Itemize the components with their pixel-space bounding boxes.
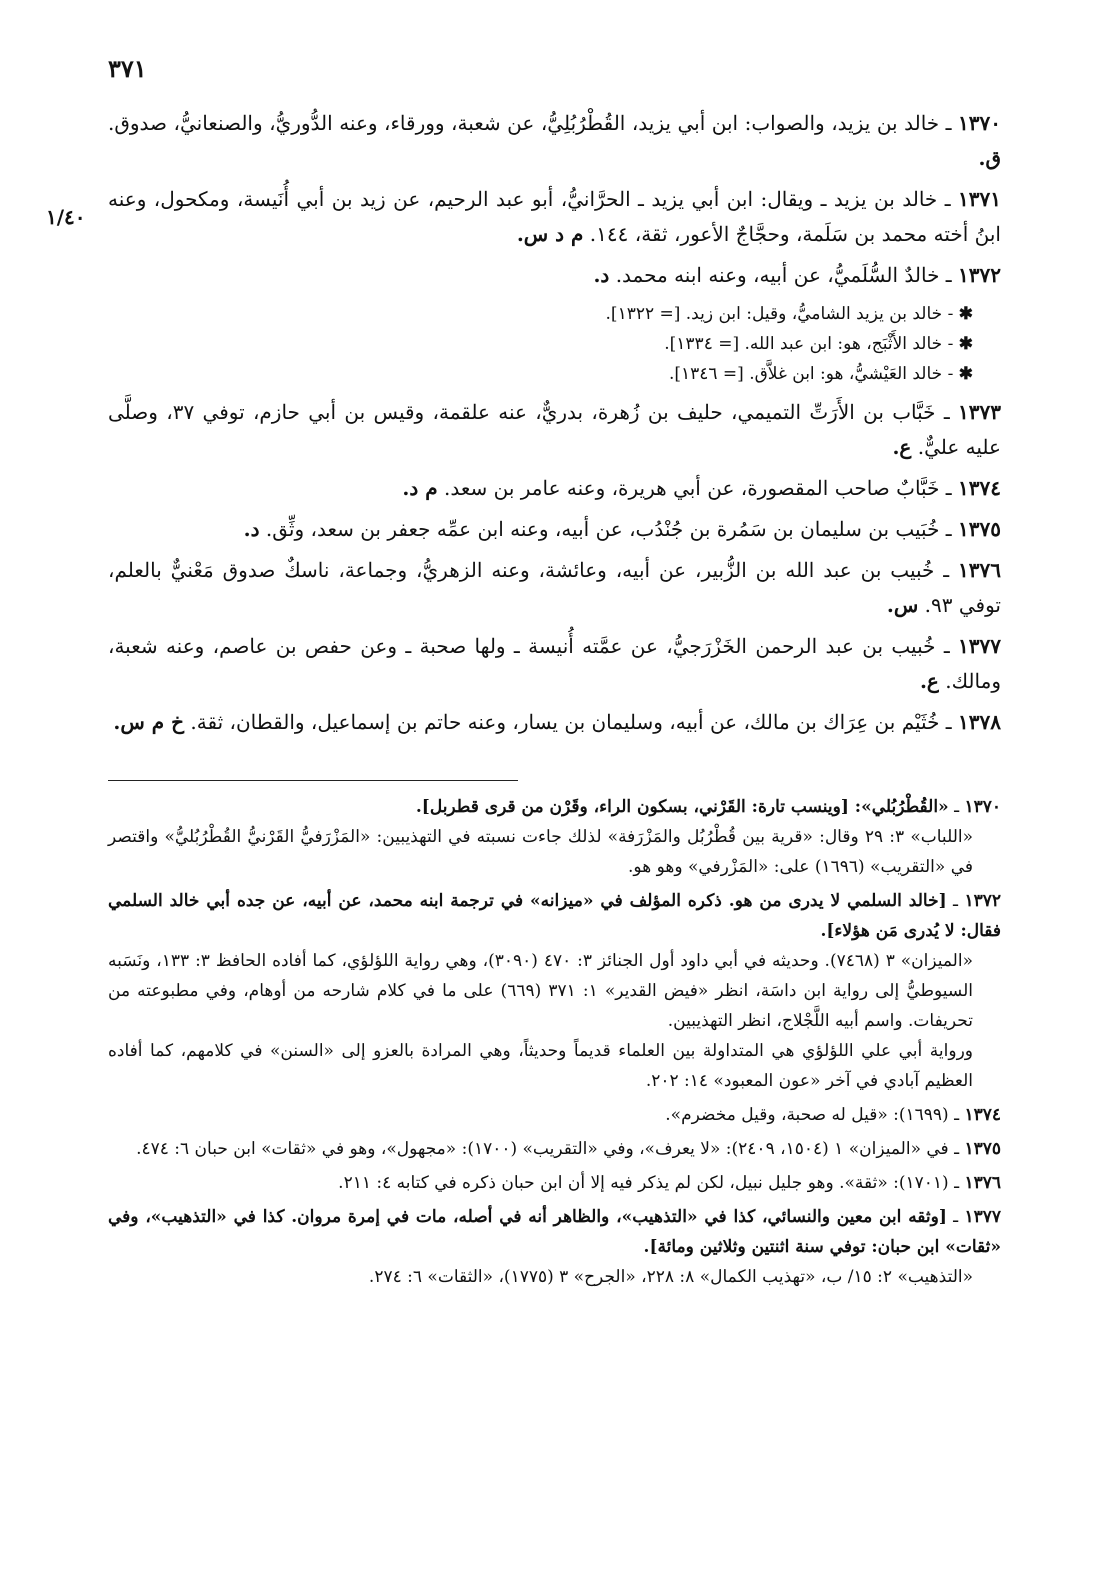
footnote-number: ١٣٧٧ (964, 1207, 1001, 1227)
footnote-text: (١٧٠١): «ثقة». وهو جليل نبيل، لكن لم يذكر فيه إلا أن ابن حبان ذكره في كتابه ٤: ٢١١. (338, 1173, 949, 1193)
asterisk-icon: ✱ (958, 334, 973, 354)
footnote-separator (108, 780, 518, 781)
cross-reference-text: خالد الأَثْبَج، هو: ابن عبد الله. [= ١٣٣٤]. (664, 334, 943, 354)
footnote-text: في «الميزان» ١ (١٥٠٤، ٢٤٠٩): «لا يعرف»، وفي «التقريب» (١٧٠٠): «مجهول»، وهو في «ثقات» ابن حبان ٦: ٤٧٤. (136, 1139, 949, 1159)
asterisk-icon: ✱ (958, 364, 973, 384)
cross-reference: ✱ - خالد الأَثْبَج، هو: ابن عبد الله. [= ١٣٣٤]. (664, 334, 973, 354)
footnote-1370: ١٣٧٠ ـ «القُطْرُبُلي»: [وينسب تارة: القَرْني، بسكون الراء، وقَرْن من قرى قطربل]. «اللباب» ٣: ٢٩ وقال: «قرية بين قُطْرُبُل والمَزْرَفة» لذلك جاءت نسبته في التهذيبين: «المَزْرَفيُّ القَرْنيُّ القُطْرُبُليُّ» واقتصر في «التقريب» (١٦٩٦) على: «المَزْرفي» وهو هو. (108, 792, 1001, 882)
entry-number: ١٣٧٤ (958, 476, 1001, 500)
footnote-number: ١٣٧٥ (964, 1139, 1001, 1159)
footnote-bold-text: [وثقه ابن معين والنسائي، كذا في «التذهيب»، والظاهر أنه في أصله، مات في إمرة مروان. كذا في «التذهيب»، وفي «ثقات» ابن حبان: توفي سنة اثنتين وثلاثين ومائة]. (108, 1207, 1001, 1257)
entry-code: ع. (919, 669, 939, 693)
footnote-number: ١٣٧٤ (964, 1105, 1001, 1125)
entry-1375: ١٣٧٥ ـ خُبَيب بن سليمان بن سَمُرة بن جُنْدُب، عن أبيه، وعنه ابن عمِّه جعفر بن سعد، وثِّق. د. (243, 517, 1001, 541)
entry-text: خالد بن يزيد، والصواب: ابن أبي يزيد، القُطْرُبُلِيُّ، عن شعبة، وورقاء، وعنه الدُّوريُّ، والصنعانيُّ، صدوق. (108, 111, 940, 135)
entry-1371: ١٣٧١ ـ خالد بن يزيد ـ ويقال: ابن أبي يزيد ـ الحرَّانيُّ، أبو عبد الرحيم، عن زيد بن أبي أُنَيسة، ومكحول، وعنه ابنُ أخته محمد بن سَلَمة، وحجَّاجٌ الأعور، ثقة، ١٤٤. م د س. (108, 187, 1001, 246)
entry-number: ١٣٧٧ (958, 634, 1001, 658)
entry-text: خالدٌ السُّلَميُّ، عن أبيه، وعنه ابنه محمد. (615, 263, 940, 287)
footnote-1377: ١٣٧٧ ـ [وثقه ابن معين والنسائي، كذا في «التذهيب»، والظاهر أنه في أصله، مات في إمرة مروان. كذا في «التذهيب»، وفي «ثقات» ابن حبان: توفي سنة اثنتين وثلاثين ومائة]. «التذهيب» ٢: ١٥/ ب، «تهذيب الكمال» ٨: ٢٢٨، «الجرح» ٣ (١٧٧٥)، «الثقات» ٦: ٢٧٤. (108, 1202, 1001, 1292)
entry-code: س. (886, 593, 919, 617)
footnote-number: ١٣٧٠ (964, 797, 1001, 817)
footnote-1372: ١٣٧٢ ـ [خالد السلمي لا يدرى من هو. ذكره المؤلف في «ميزانه» في ترجمة ابنه محمد، عن أبيه، عن جده أبي خالد السلمي فقال: لا يُدرى مَن هؤلاء]. «الميزان» ٣ (٧٤٦٨). وحديثه في أبي داود أول الجنائز ٣: ٤٧٠ (٣٠٩٠)، وهي رواية اللؤلؤي، كما أفاده الحافظ ٣: ١٣٣، ونَسَبه السيوطيُّ إلى رواية ابن داسَة، انظر «فيض القدير» ١: ٣٧١ (٦٦٩) على ما في كلام شارحه من أوهام، وفي مطبوعته من تحريفات. واسم أبيه اللَّجْلاج، انظر التهذيبين. ورواية أبي علي اللؤلؤي هي المتداولة بين العلماء قديماً وحديثاً، وهي المرادة بالعزو إلى «السنن» في كلامهم، كما أفاده العظيم آبادي في آخر «عون المعبود» ١٤: ٢٠٢. (108, 886, 1001, 1096)
entry-1377: ١٣٧٧ ـ خُبيب بن عبد الرحمن الخَزْرَجيُّ، عن عمَّته أُنيسة ـ ولها صحبة ـ وعن حفص بن عاصم، وعنه شعبة، ومالك. ع. (108, 634, 1001, 693)
entry-text: خُبيب بن عبد الرحمن الخَزْرَجيُّ، عن عمَّته أُنيسة ـ ولها صحبة ـ وعن حفص بن عاصم، وعنه شعبة، ومالك. (108, 634, 1001, 693)
entry-1374: ١٣٧٤ ـ خَبَّابٌ صاحب المقصورة، عن أبي هريرة، وعنه عامر بن سعد. م د. (402, 476, 1001, 500)
cross-reference-text: خالد العَيْشيُّ، هو: ابن غلاَّق. [= ١٣٤٦]. (668, 364, 943, 384)
footnote-1375: ١٣٧٥ ـ في «الميزان» ١ (١٥٠٤، ٢٤٠٩): «لا يعرف»، وفي «التقريب» (١٧٠٠): «مجهول»، وهو في «ثقات» ابن حبان ٦: ٤٧٤. (136, 1139, 1001, 1159)
main-text (108, 106, 1001, 746)
footnotes (108, 792, 1001, 1296)
footnote-reference: ورواية أبي علي اللؤلؤي هي المتداولة بين العلماء قديماً وحديثاً، وهي المرادة بالعزو إلى «السنن» في كلامهم، كما أفاده العظيم آبادي في آخر «عون المعبود» ١٤: ٢٠٢. (108, 1041, 973, 1091)
entry-text: خُبَيب بن سليمان بن سَمُرة بن جُنْدُب، عن أبيه، وعنه ابن عمِّه جعفر بن سعد، وثِّق. (265, 517, 940, 541)
cross-reference-text: خالد بن يزيد الشاميُّ، وقيل: ابن زيد. [= ١٣٢٢]. (605, 304, 943, 324)
entry-text: خَبَّابٌ صاحب المقصورة، عن أبي هريرة، وعنه عامر بن سعد. (443, 476, 940, 500)
entry-code: د. (593, 263, 610, 287)
entry-code: م د. (402, 476, 438, 500)
entry-1378: ١٣٧٨ ـ خُثَيْم بن عِرَاك بن مالك، عن أبيه، وسليمان بن يسار، وعنه حاتم بن إسماعيل، والقطان، ثقة. خ م س. (113, 710, 1001, 734)
entry-number: ١٣٧٠ (958, 111, 1001, 135)
entry-code: ق. (978, 146, 1001, 170)
footnote-number: ١٣٧٢ (964, 891, 1001, 911)
cross-reference: ✱ - خالد بن يزيد الشاميُّ، وقيل: ابن زيد. [= ١٣٢٢]. (605, 304, 973, 324)
entry-text: خُبيب بن عبد الله بن الزُّبير، عن أبيه، وعائشة، وعنه الزهريُّ، وجماعة، ناسكٌ صدوق مَعْنيٌّ بالعلم، توفي ٩٣. (108, 558, 1001, 617)
entry-code: م د س. (516, 222, 584, 246)
footnote-bold-text: [خالد السلمي لا يدرى من هو. ذكره المؤلف في «ميزانه» في ترجمة ابنه محمد، عن أبيه، عن جده أبي خالد السلمي فقال: لا يُدرى مَن هؤلاء]. (108, 891, 1001, 941)
footnote-1374: ١٣٧٤ ـ (١٦٩٩): «قيل له صحبة، وقيل مخضرم». (665, 1105, 1001, 1125)
entry-code: خ م س. (113, 710, 185, 734)
entry-text: خُثَيْم بن عِرَاك بن مالك، عن أبيه، وسليمان بن يسار، وعنه حاتم بن إسماعيل، والقطان، ثقة. (190, 710, 940, 734)
footnote-text: (١٦٩٩): «قيل له صحبة، وقيل مخضرم». (665, 1105, 949, 1125)
entry-code: د. (243, 517, 260, 541)
entry-1372: ١٣٧٢ ـ خالدٌ السُّلَميُّ، عن أبيه، وعنه ابنه محمد. د. (593, 263, 1001, 287)
entry-number: ١٣٧٢ (958, 263, 1001, 287)
entry-1376: ١٣٧٦ ـ خُبيب بن عبد الله بن الزُّبير، عن أبيه، وعائشة، وعنه الزهريُّ، وجماعة، ناسكٌ صدوق مَعْنيٌّ بالعلم، توفي ٩٣. س. (108, 558, 1001, 617)
entry-1370: ١٣٧٠ ـ خالد بن يزيد، والصواب: ابن أبي يزيد، القُطْرُبُلِيُّ، عن شعبة، وورقاء، وعنه الدُّوريُّ، والصنعانيُّ، صدوق. ق. (108, 111, 1001, 170)
entry-number: ١٣٧١ (958, 187, 1001, 211)
entry-text: خَبَّاب بن الأَرَتِّ التميمي، حليف بن زُهرة، بدريٌّ، عنه علقمة، وقيس بن أبي حازم، توفي ٣٧، وصلَّى عليه عليٌّ. (108, 400, 1001, 459)
entry-number: ١٣٧٣ (958, 400, 1002, 424)
footnote-1376: ١٣٧٦ ـ (١٧٠١): «ثقة». وهو جليل نبيل، لكن لم يذكر فيه إلا أن ابن حبان ذكره في كتابه ٤: ٢١١. (338, 1173, 1001, 1193)
footnote-number: ١٣٧٦ (964, 1173, 1001, 1193)
footnote-reference: «الميزان» ٣ (٧٤٦٨). وحديثه في أبي داود أول الجنائز ٣: ٤٧٠ (٣٠٩٠)، وهي رواية اللؤلؤي، كما أفاده الحافظ ٣: ١٣٣، ونَسَبه السيوطيُّ إلى رواية ابن داسَة، انظر «فيض القدير» ١: ٣٧١ (٦٦٩) على ما في كلام شارحه من أوهام، وفي مطبوعته من تحريفات. واسم أبيه اللَّجْلاج، انظر التهذيبين. (108, 951, 973, 1031)
entry-number: ١٣٧٦ (958, 558, 1001, 582)
page-number: ٣٧١ (108, 54, 147, 83)
entry-number: ١٣٧٨ (958, 710, 1001, 734)
entry-number: ١٣٧٥ (958, 517, 1001, 541)
entry-text: خالد بن يزيد ـ ويقال: ابن أبي يزيد ـ الحرَّانيُّ، أبو عبد الرحيم، عن زيد بن أبي أُنَيسة، ومكحول، وعنه ابنُ أخته محمد بن سَلَمة، وحجَّاجٌ الأعور، ثقة، ١٤٤. (108, 187, 1001, 246)
entry-1373: ١٣٧٣ ـ خَبَّاب بن الأَرَتِّ التميمي، حليف بن زُهرة، بدريٌّ، عنه علقمة، وقيس بن أبي حازم، توفي ٣٧، وصلَّى عليه عليٌّ. ع. (108, 400, 1002, 459)
footnote-bold-text: «القُطْرُبُلي»: [وينسب تارة: القَرْني، بسكون الراء، وقَرْن من قرى قطربل]. (415, 797, 949, 817)
footnote-reference: «التذهيب» ٢: ١٥/ ب، «تهذيب الكمال» ٨: ٢٢٨، «الجرح» ٣ (١٧٧٥)، «الثقات» ٦: ٢٧٤. (368, 1267, 973, 1287)
margin-note: ١/٤٠ (46, 205, 86, 229)
cross-reference: ✱ - خالد العَيْشيُّ، هو: ابن غلاَّق. [= ١٣٤٦]. (668, 364, 973, 384)
entry-code: ع. (892, 435, 912, 459)
footnote-reference: «اللباب» ٣: ٢٩ وقال: «قرية بين قُطْرُبُل والمَزْرَفة» لذلك جاءت نسبته في التهذيبين: «المَزْرَفيُّ القَرْنيُّ القُطْرُبُليُّ» واقتصر في «التقريب» (١٦٩٦) على: «المَزْرفي» وهو هو. (108, 827, 973, 877)
asterisk-icon: ✱ (958, 304, 973, 324)
